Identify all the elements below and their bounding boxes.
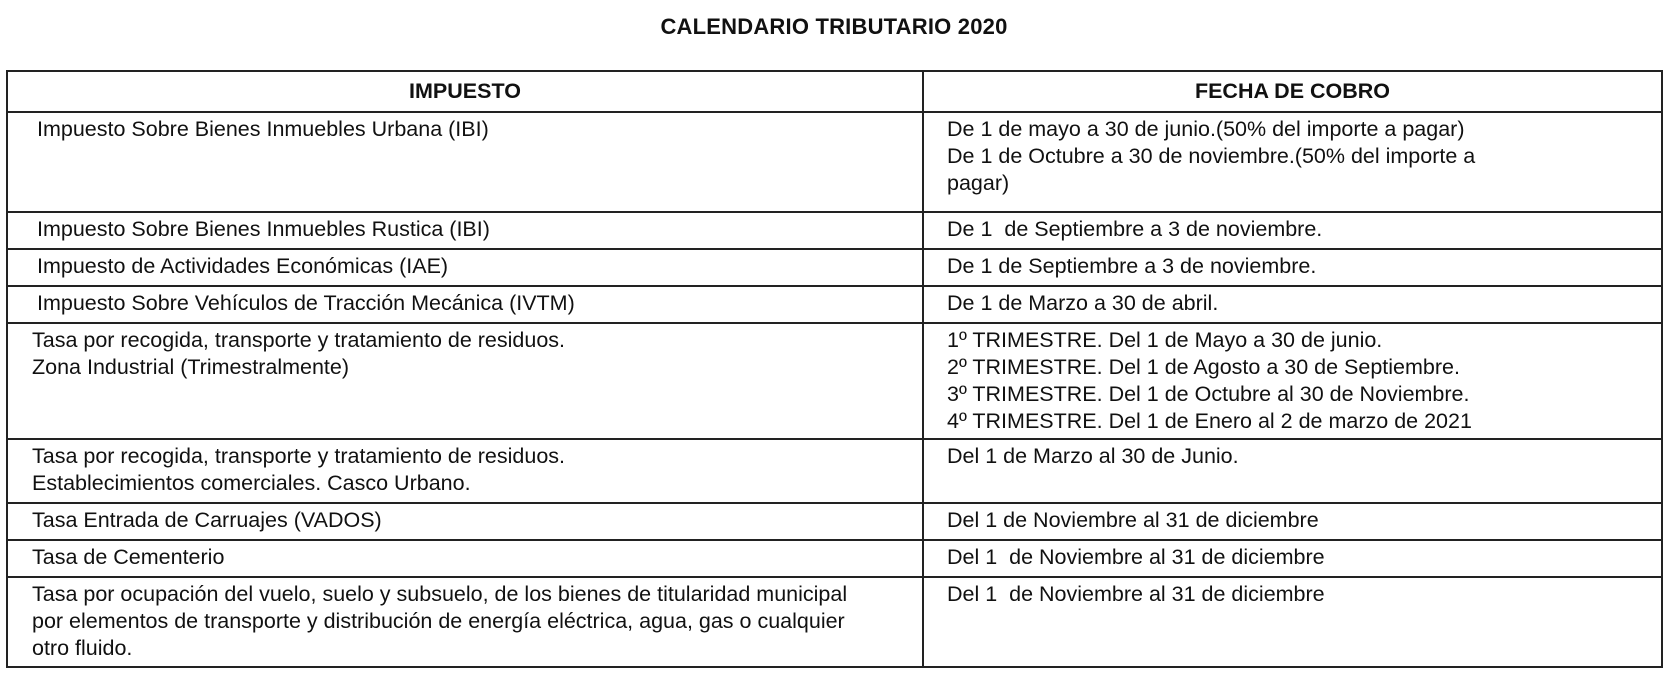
date-cell	[923, 540, 1662, 577]
tax-text: Establecimientos comerciales. Casco Urbano.	[32, 471, 471, 495]
date-cell	[923, 439, 1662, 503]
tax-text: Tasa por ocupación del vuelo, suelo y subsuelo, de los bienes de titularidad municipal por elementos de transporte y distribución de energía eléctrica, agua, gas o cualquier otro fluido.	[32, 582, 848, 660]
header-date: FECHA DE COBRO	[923, 71, 1662, 112]
date-text: 1º TRIMESTRE. Del 1 de Mayo a 30 de junio.	[947, 328, 1383, 352]
date-text: Del 1 de Marzo al 30 de Junio.	[947, 444, 1239, 468]
tax-cell	[7, 212, 923, 249]
tax-cell	[7, 323, 923, 439]
date-cell	[923, 286, 1662, 323]
tax-cell	[7, 577, 923, 667]
tax-text: Impuesto de Actividades Económicas (IAE)	[37, 254, 449, 278]
table-row	[7, 286, 1662, 323]
tax-text: Tasa de Cementerio	[32, 545, 225, 569]
tax-cell	[7, 439, 923, 503]
tax-cell	[7, 112, 923, 212]
table-row	[7, 112, 1662, 212]
date-cell	[923, 112, 1662, 212]
date-text: 2º TRIMESTRE. Del 1 de Agosto a 30 de Septiembre.	[947, 355, 1460, 379]
tax-text: Impuesto Sobre Bienes Inmuebles Rustica (IBI)	[37, 217, 490, 241]
tax-text: Zona Industrial (Trimestralmente)	[32, 355, 350, 379]
tax-text: Tasa por recogida, transporte y tratamiento de residuos.	[32, 444, 566, 468]
date-cell	[923, 249, 1662, 286]
table-row	[7, 540, 1662, 577]
table-row	[7, 323, 1662, 439]
tax-text: Tasa Entrada de Carruajes (VADOS)	[32, 508, 382, 532]
date-text: De 1 de Septiembre a 3 de noviembre.	[947, 217, 1323, 241]
table-row	[7, 249, 1662, 286]
date-text: De 1 de Octubre a 30 de noviembre.(50% del importe a pagar)	[947, 144, 1476, 195]
table-row	[7, 439, 1662, 503]
date-text: De 1 de mayo a 30 de junio.(50% del importe a pagar)	[947, 117, 1465, 141]
tax-text: Impuesto Sobre Bienes Inmuebles Urbana (IBI)	[37, 117, 489, 141]
tax-cell	[7, 540, 923, 577]
table-row	[7, 577, 1662, 667]
date-text: Del 1 de Noviembre al 31 de diciembre	[947, 508, 1319, 532]
date-text: Del 1 de Noviembre al 31 de diciembre	[947, 582, 1325, 606]
date-cell	[923, 212, 1662, 249]
tax-cell	[7, 249, 923, 286]
table-header-row	[7, 71, 1662, 112]
date-cell	[923, 577, 1662, 667]
header-tax: IMPUESTO	[7, 71, 923, 112]
page-title: CALENDARIO TRIBUTARIO 2020	[660, 14, 1008, 39]
date-text: 3º TRIMESTRE. Del 1 de Octubre al 30 de Noviembre.	[947, 382, 1470, 406]
date-text: 4º TRIMESTRE. Del 1 de Enero al 2 de marzo de 2021	[947, 409, 1472, 433]
table-row	[7, 212, 1662, 249]
tax-text: Tasa por recogida, transporte y tratamiento de residuos.	[32, 328, 566, 352]
tax-cell	[7, 503, 923, 540]
date-cell	[923, 503, 1662, 540]
tax-text: Impuesto Sobre Vehículos de Tracción Mecánica (IVTM)	[37, 291, 575, 315]
tax-cell	[7, 286, 923, 323]
date-cell	[923, 323, 1662, 439]
table-row	[7, 503, 1662, 540]
date-text: De 1 de Septiembre a 3 de noviembre.	[947, 254, 1317, 278]
date-text: Del 1 de Noviembre al 31 de diciembre	[947, 545, 1325, 569]
date-text: De 1 de Marzo a 30 de abril.	[947, 291, 1219, 315]
tax-calendar-table	[6, 70, 1663, 668]
